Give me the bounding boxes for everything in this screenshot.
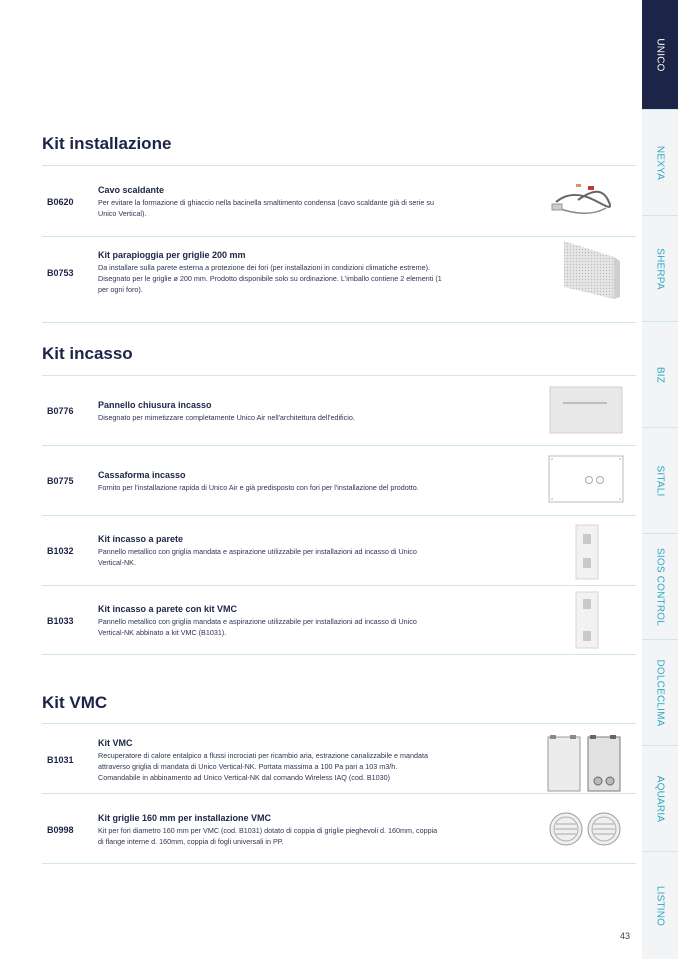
tab-label: LISTINO — [654, 885, 666, 926]
description-line: Kit per fori diametro 160 mm per VMC (cod. B1031) dotato di coppia di griglie pieghevoli d. 160mm, coppia — [98, 826, 438, 835]
item-code: B1033 — [47, 616, 74, 626]
item-title: Kit parapioggia per griglie 200 mm — [98, 250, 246, 260]
item-description — [98, 750, 508, 783]
description-line: Pannello metallico con griglia mandata e aspirazione utilizzabile per installazioni ad incasso di Unico — [98, 547, 417, 556]
item-title: Kit VMC — [98, 738, 133, 748]
tab-label: NEXYA — [654, 145, 666, 180]
item-title: Kit incasso a parete — [98, 534, 184, 544]
description-line: Recuperatore di calore entalpico a flussi incrociati per ricambio aria, estrazione canalizzabile e mandata — [98, 751, 428, 760]
divider — [42, 236, 636, 237]
tab-label: BIZ — [654, 366, 666, 383]
section-title-kit-installazione: Kit installazione — [42, 134, 172, 153]
tab-sitali[interactable] — [642, 428, 678, 534]
divider — [42, 515, 636, 516]
rain-cover-image — [560, 239, 622, 301]
tab-nexya[interactable] — [642, 110, 678, 216]
formwork-image — [548, 455, 624, 503]
item-title: Kit griglie 160 mm per installazione VMC — [98, 813, 272, 823]
item-description — [98, 546, 508, 568]
description-line: per ogni foro). — [98, 285, 143, 294]
tab-label: SHERPA — [654, 247, 666, 290]
item-title: Pannello chiusura incasso — [98, 400, 212, 410]
tab-unico[interactable] — [642, 0, 678, 110]
item-code: B1032 — [47, 546, 74, 556]
tab-sios-control[interactable] — [642, 534, 678, 640]
tab-sherpa[interactable] — [642, 216, 678, 322]
tab-label: DOLCECLIMA — [654, 658, 666, 727]
tab-aquaria[interactable] — [642, 746, 678, 852]
description-line: Da installare sulla parete esterna a protezione dei fori (per installazioni in condizioni climatiche estreme). — [98, 263, 430, 272]
closing-panel-image — [549, 386, 623, 434]
tab-listino[interactable] — [642, 852, 678, 959]
description-line: Vertical-NK. — [98, 558, 136, 567]
item-code: B0998 — [47, 825, 74, 835]
wall-kit-vmc-image — [575, 591, 599, 649]
grilles-image — [548, 810, 624, 848]
tab-biz[interactable] — [642, 322, 678, 428]
description-line: Fornito per l'installazione rapida di Unico Air e già predisposto con fori per l'installazione del prodotto. — [98, 483, 419, 492]
item-title: Cassaforma incasso — [98, 470, 186, 480]
tab-label: AQUARIA — [654, 775, 666, 822]
item-description — [98, 197, 508, 219]
divider — [42, 375, 636, 376]
divider — [42, 654, 636, 655]
item-title: Cavo scaldante — [98, 185, 165, 195]
divider — [42, 322, 636, 323]
description-line: Vertical-NK abbinato a kit VMC (B1031). — [98, 628, 227, 637]
item-description — [98, 482, 508, 493]
divider — [42, 863, 636, 864]
description-line: Disegnato per mimetizzare completamente Unico Air nell'architettura dell'edificio. — [98, 413, 355, 422]
divider — [42, 165, 636, 166]
item-title: Kit incasso a parete con kit VMC — [98, 604, 238, 614]
item-description — [98, 262, 508, 295]
item-description — [98, 616, 508, 638]
divider — [42, 585, 636, 586]
item-code: B0620 — [47, 197, 74, 207]
tab-label: SITALI — [654, 464, 666, 497]
item-code: B1031 — [47, 755, 74, 765]
page-number: 43 — [620, 931, 631, 941]
description-line: Pannello metallico con griglia mandata e aspirazione utilizzabile per installazioni ad incasso di Unico — [98, 617, 417, 626]
tab-label: SIOS CONTROL — [654, 547, 666, 626]
section-title-kit-vmc: Kit VMC — [42, 693, 108, 712]
divider — [42, 723, 636, 724]
tab-label: UNICO — [654, 37, 666, 72]
description-line: Unico Vertical). — [98, 209, 147, 218]
vmc-unit-image — [546, 733, 626, 793]
item-code: B0753 — [47, 268, 74, 278]
description-line: Comandabile in abbinamento ad Unico Vertical-NK dal comando Wireless IAQ (cod. B1030) — [98, 773, 391, 782]
description-line: Disegnato per le griglie ø 200 mm. Prodotto disponibile solo su ordinazione. L'imballo contiene 2 elementi (1 — [98, 274, 442, 283]
item-description — [98, 412, 508, 423]
product-tabs — [642, 0, 678, 959]
item-code: B0776 — [47, 406, 74, 416]
item-code: B0775 — [47, 476, 74, 486]
section-title-kit-incasso: Kit incasso — [42, 344, 133, 363]
divider — [42, 793, 636, 794]
description-line: Per evitare la formazione di ghiaccio nella bacinella smaltimento condensa (cavo scaldante già di serie su — [98, 198, 434, 207]
description-line: di flange interne d. 160mm, coppia di fogli universali in PP. — [98, 837, 284, 846]
wall-kit-image — [575, 524, 599, 580]
divider — [42, 445, 636, 446]
heating-cable-image — [548, 180, 620, 222]
description-line: attraverso griglia di mandata di Unico Vertical-NK. Portata massima a 100 Pa pari a 103 m3/h. — [98, 762, 398, 771]
item-description — [98, 825, 508, 847]
tab-dolceclima[interactable] — [642, 640, 678, 746]
